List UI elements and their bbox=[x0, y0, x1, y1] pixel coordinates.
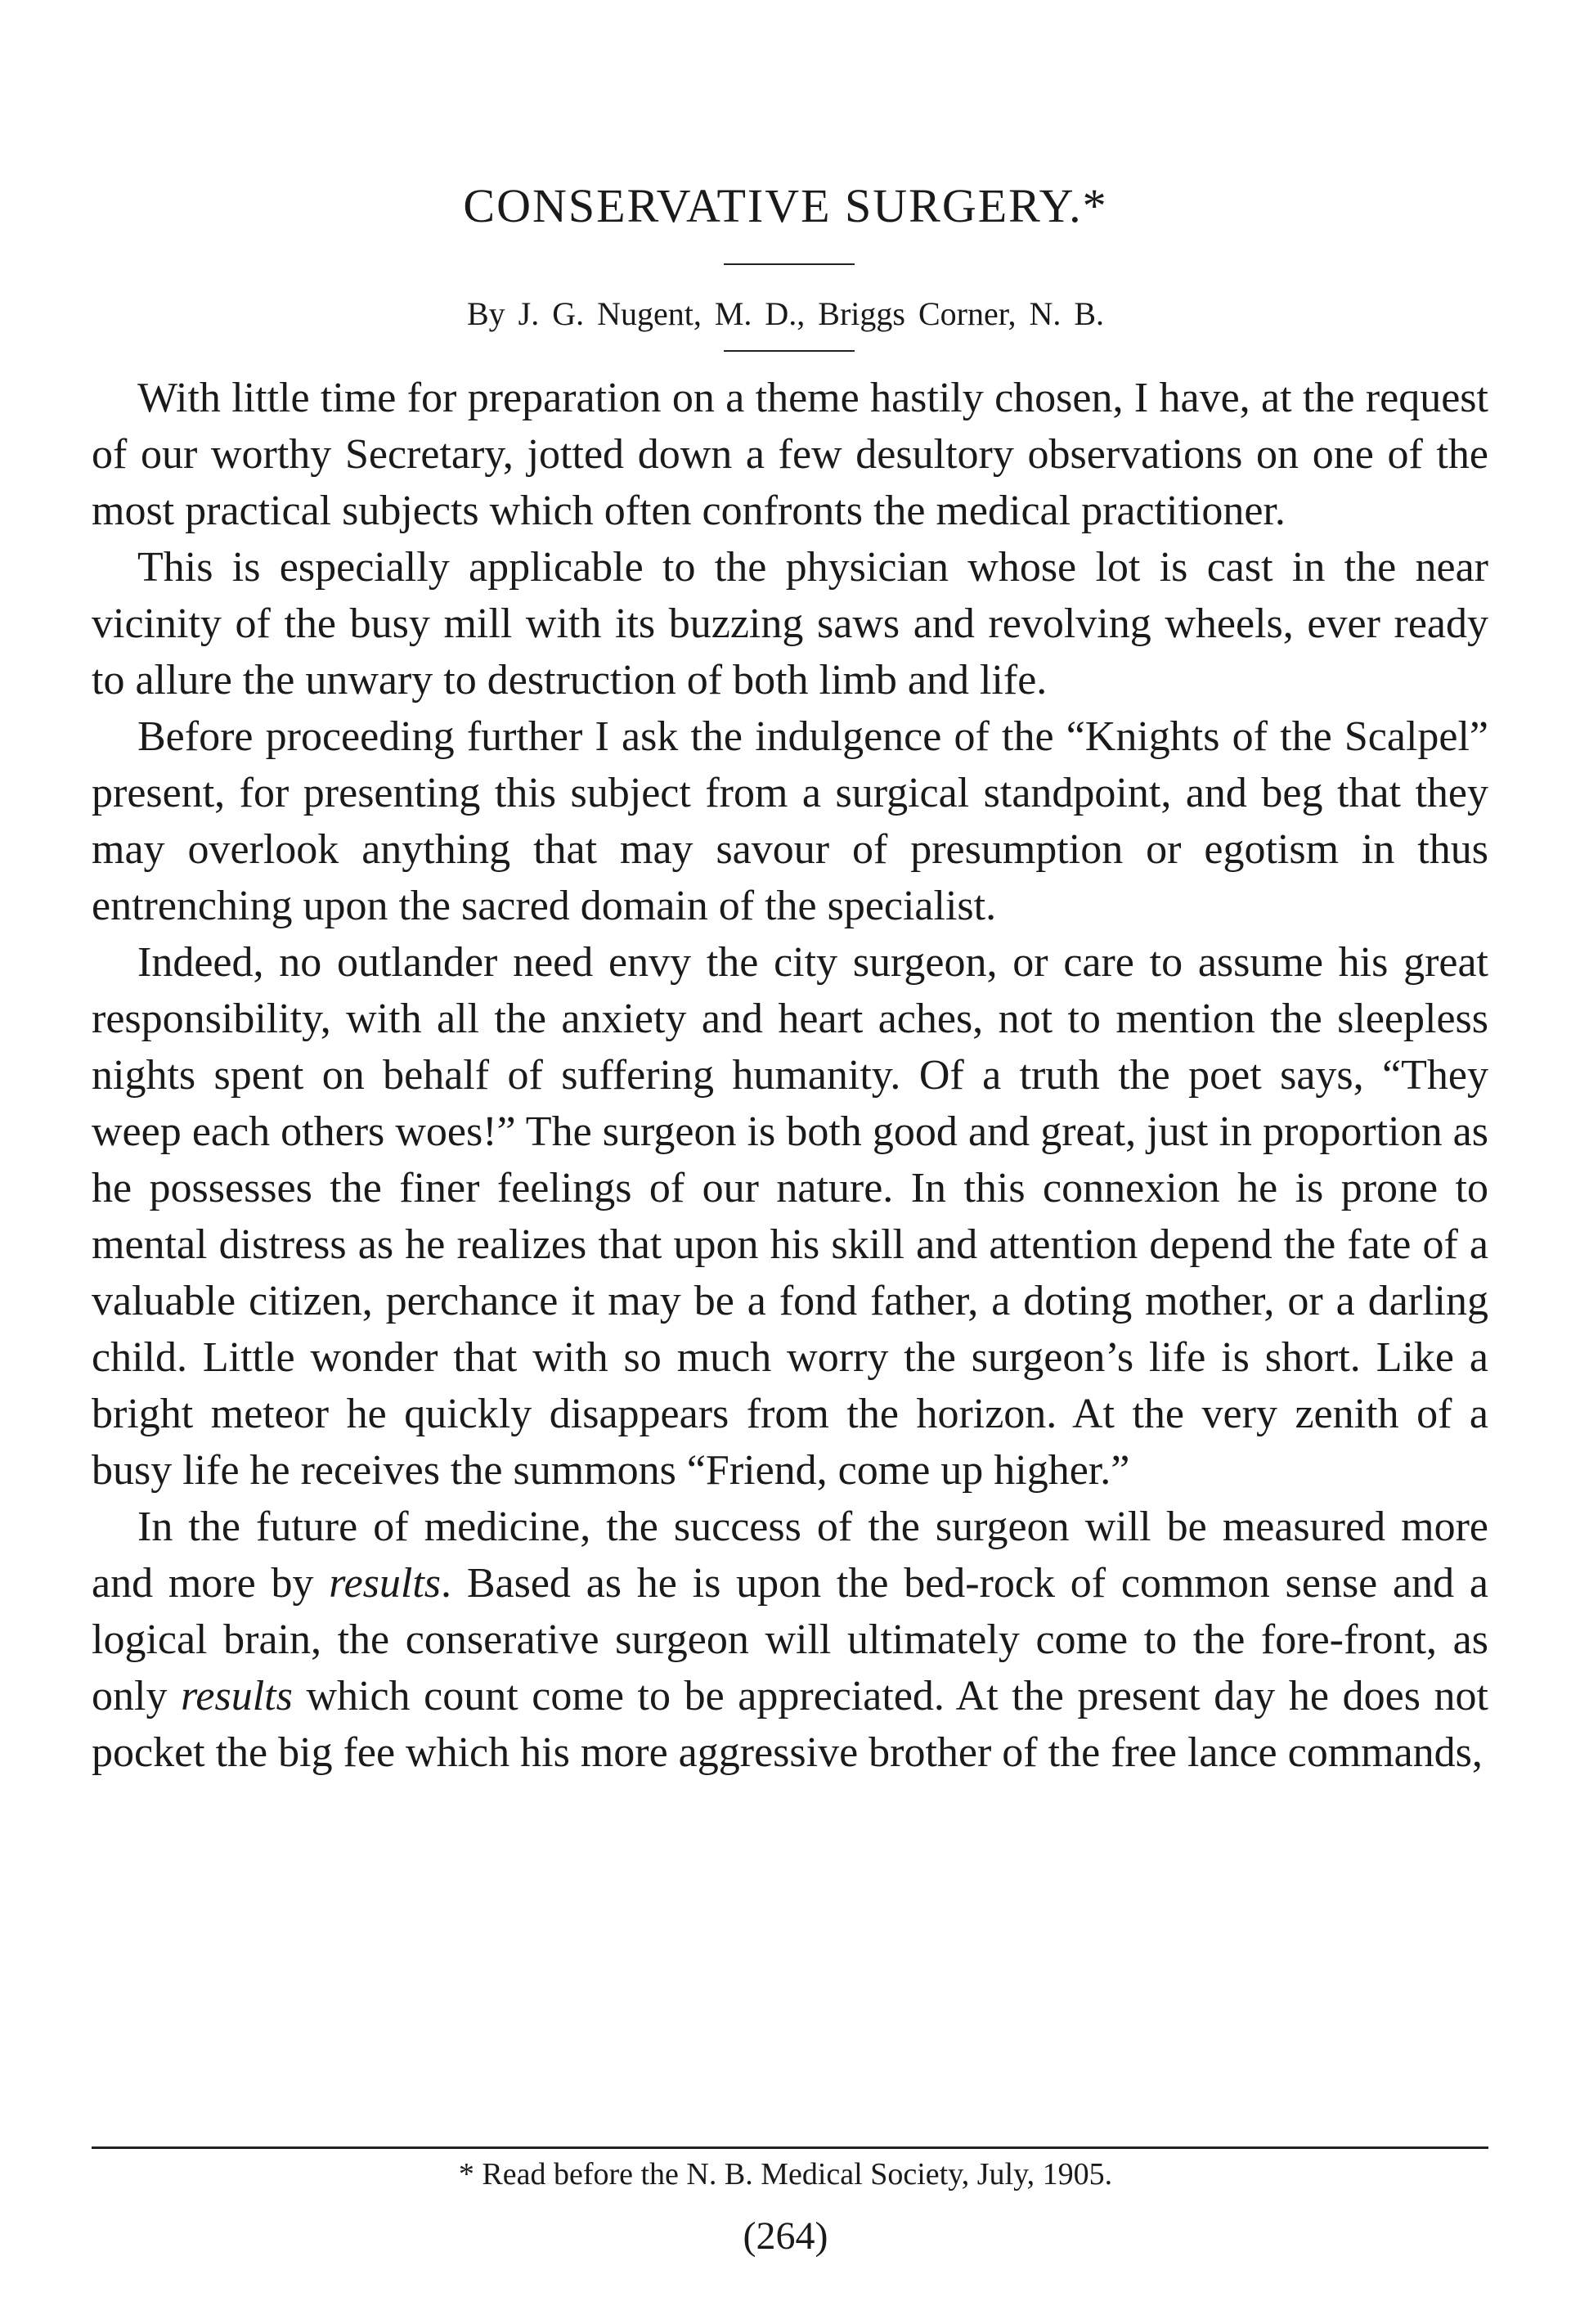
paragraph-2: This is especially applicable to the physician whose lot is cast in the near vicinity of the busy mill with its buzzing saws and revolving wheels, ever ready to allure the unwary to destruction of both limb and life. bbox=[92, 544, 1488, 703]
article-body bbox=[92, 370, 1488, 1781]
paragraph-5 bbox=[92, 1499, 1488, 1781]
paragraph-4: Indeed, no outlander need envy the city surgeon, or care to assume his great responsibility, with all the anxiety and heart aches, not to mention the sleepless nights spent on behalf of suffering humanity. Of a truth the poet says, “They weep each others woes!” The surgeon is both good and great, just in proportion as he possesses the finer feelings of our nature. In this connexion he is prone to mental distress as he realizes that upon his skill and attention depend the fate of a valuable citizen, perchance it may be a fond father, a doting mother, or a darling child. Little wonder that with so much worry the surgeon’s life is short. Like a bright meteor he quickly disappears from the horizon. At the very zenith of a busy life he receives the summons “Friend, come up higher.” bbox=[92, 939, 1488, 1494]
paragraph-5-emphasis-1: results bbox=[329, 1560, 442, 1607]
page-number: (264) bbox=[743, 2214, 828, 2258]
footnote: * Read before the N. B. Medical Society, July, 1905. bbox=[458, 2157, 1113, 2191]
paragraph-5-text-b: . Based as he is upon the bed-rock of common sense and a logical brain, the conserative surgeon will ultimately come to the fore-front, as only bbox=[92, 1560, 1488, 1719]
byline-divider bbox=[724, 350, 855, 352]
title-divider bbox=[724, 263, 855, 265]
footnote-divider bbox=[92, 2146, 1488, 2149]
paragraph-5-text-c: which count come to be appreciated. At the present day he does not pocket the big fee which his more aggressive brother of the free lance commands, bbox=[92, 1673, 1488, 1776]
paragraph-1: With little time for preparation on a theme hastily chosen, I have, at the request of our worthy Secretary, jotted down a few desultory observations on one of the most practical subjects which often confronts the medical practitioner. bbox=[92, 375, 1488, 534]
paragraph-5-text-a: In the future of medicine, the success of the surgeon will be measured more and more by bbox=[92, 1504, 1488, 1607]
paragraph-3: Before proceeding further I ask the indulgence of the “Knights of the Scalpel” present, for presenting this subject from a surgical standpoint, and beg that they may overlook anything that may savour of presumption or egotism in thus entrenching upon the sacred domain of the specialist. bbox=[92, 713, 1488, 929]
article-title: CONSERVATIVE SURGERY.* bbox=[463, 179, 1108, 232]
paragraph-5-emphasis-2: results bbox=[181, 1673, 293, 1719]
article-byline: By J. G. Nugent, M. D., Briggs Corner, N. B. bbox=[466, 295, 1105, 332]
